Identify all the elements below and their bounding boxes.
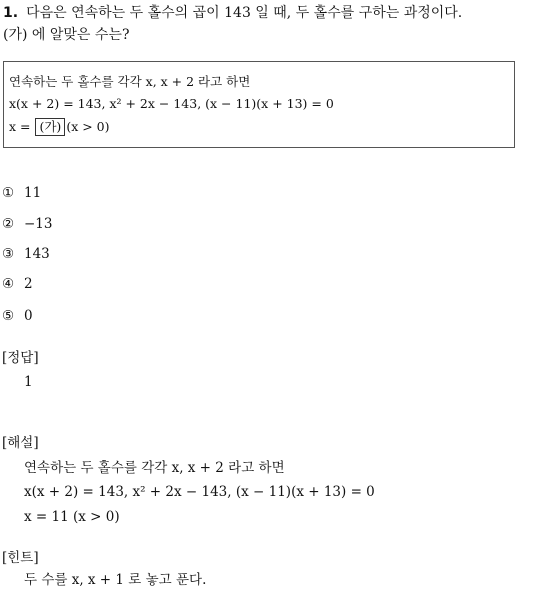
choice-number: ⑤ bbox=[2, 308, 15, 324]
hint-label: [힌트] bbox=[2, 550, 39, 566]
explanation-line-1: 연속하는 두 홀수를 각각 x, x + 2 라고 하면 bbox=[24, 460, 285, 476]
box-line-1: 연속하는 두 홀수를 각각 x, x + 2 라고 하면 bbox=[9, 74, 251, 89]
choice-1[interactable] bbox=[2, 184, 41, 202]
choice-number: ④ bbox=[2, 276, 15, 292]
question-number: 1. bbox=[3, 5, 19, 21]
choice-5[interactable] bbox=[2, 307, 33, 325]
process-box bbox=[3, 61, 515, 148]
choice-3[interactable] bbox=[2, 245, 50, 263]
box-line-3 bbox=[9, 118, 110, 136]
box-line-3-prefix: x = bbox=[9, 119, 31, 134]
choice-text: 143 bbox=[24, 246, 50, 262]
question-line-2: (가) 에 알맞은 수는? bbox=[3, 27, 130, 43]
explanation-line-3: x = 11 (x > 0) bbox=[24, 509, 120, 525]
choice-number: ① bbox=[2, 185, 15, 201]
choice-4[interactable] bbox=[2, 275, 33, 293]
choice-text: 2 bbox=[24, 276, 33, 292]
answer-label: [정답] bbox=[2, 350, 39, 366]
choice-text: 11 bbox=[24, 185, 42, 201]
explanation-line-2: x(x + 2) = 143, x² + 2x − 143, (x − 11)(x + 13) = 0 bbox=[24, 484, 375, 500]
box-line-2: x(x + 2) = 143, x² + 2x − 143, (x − 11)(x + 13) = 0 bbox=[9, 96, 334, 111]
choice-number: ③ bbox=[2, 246, 15, 262]
choice-text: −13 bbox=[24, 216, 53, 232]
question-text: 다음은 연속하는 두 홀수의 곱이 143 일 때, 두 홀수를 구하는 과정이다. bbox=[26, 5, 463, 21]
question-line-1 bbox=[3, 3, 462, 23]
choice-text: 0 bbox=[24, 308, 33, 324]
choice-number: ② bbox=[2, 216, 15, 232]
blank-ga-box: (가) bbox=[35, 118, 65, 136]
box-line-3-suffix: (x > 0) bbox=[66, 119, 110, 134]
choice-2[interactable] bbox=[2, 215, 53, 233]
explanation-label: [해설] bbox=[2, 435, 39, 451]
answer-value: 1 bbox=[24, 374, 33, 390]
hint-text: 두 수를 x, x + 1 로 놓고 푼다. bbox=[24, 572, 207, 588]
